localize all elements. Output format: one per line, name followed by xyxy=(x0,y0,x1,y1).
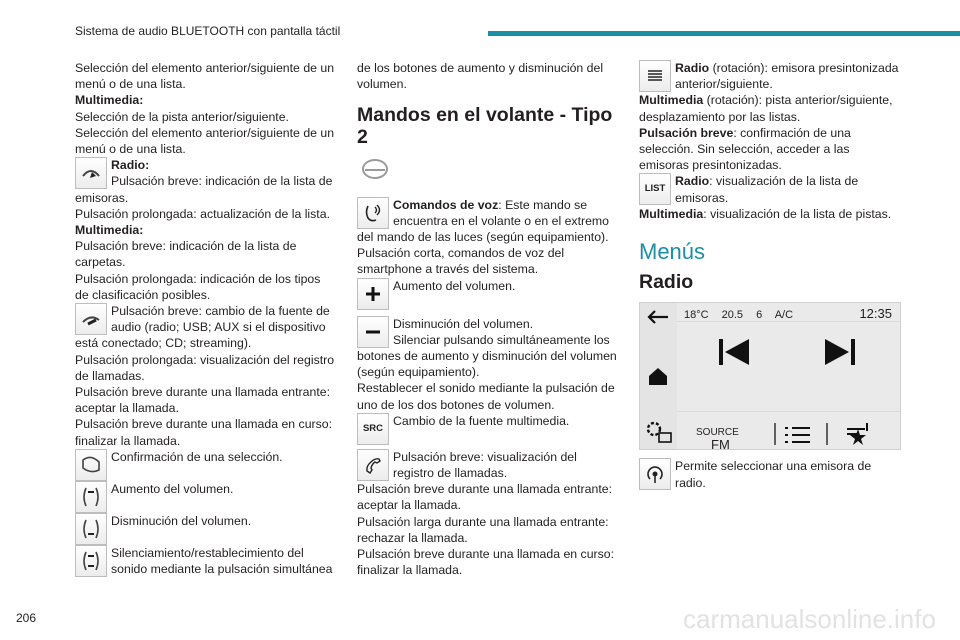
text: de los botones de aumento y disminución del volumen. xyxy=(357,61,604,92)
list-icon[interactable] xyxy=(783,425,813,445)
source-value[interactable]: FM xyxy=(711,437,730,453)
next-track-icon[interactable] xyxy=(823,337,857,367)
multimedia-label: Multimedia xyxy=(639,206,704,221)
radio-antenna-icon xyxy=(639,458,671,490)
text: Selección del elemento anterior/siguiente de un menú o de una lista. xyxy=(75,61,335,92)
multimedia-label: Multimedia: xyxy=(75,93,144,108)
section-heading: Mandos en el volante - Tipo 2 xyxy=(357,104,613,149)
text: : visualización de la lista de emisoras. xyxy=(675,174,859,205)
favorites-icon[interactable] xyxy=(843,421,873,447)
wheel-down-icon xyxy=(75,513,107,545)
confirm-item xyxy=(75,449,337,481)
plus-icon xyxy=(357,278,389,310)
radio-select-item xyxy=(639,458,901,490)
voice-item xyxy=(357,197,619,246)
list-item xyxy=(639,173,901,205)
ac-status: A/C xyxy=(774,309,794,322)
list-icon-label: LIST xyxy=(644,183,666,195)
screen-status-bar xyxy=(684,307,803,323)
separator xyxy=(773,421,777,447)
src-button-icon xyxy=(357,413,389,445)
text: Pulsación corta, comandos de voz del smartphone a través del sistema. xyxy=(357,246,565,277)
text: : visualización de la lista de pistas. xyxy=(703,206,892,221)
text: Pulsación breve durante una llamada en curso: finalizar la llamada. xyxy=(75,417,333,448)
text: Pulsación breve durante una llamada entrante: aceptar la llamada. xyxy=(75,385,330,416)
text: Aumento del volumen. xyxy=(393,278,516,293)
thumbwheel-icon xyxy=(639,60,671,92)
radio-item xyxy=(75,157,337,206)
watermark: carmanualsonline.info xyxy=(683,604,936,634)
src-item xyxy=(357,413,619,445)
vol-down-item xyxy=(75,513,337,545)
column-2 xyxy=(357,60,619,578)
source-label[interactable]: SOURCE xyxy=(696,427,739,439)
radio-rotation-item xyxy=(639,60,901,92)
text: Pulsación larga durante una llamada entrante: rechazar la llamada. xyxy=(357,514,609,545)
radio-heading: Radio xyxy=(639,271,694,294)
source-item xyxy=(75,303,337,352)
fan-speed: 20.5 xyxy=(721,309,744,322)
radio-label: Radio xyxy=(675,61,710,75)
press-label: Pulsación breve xyxy=(639,125,734,140)
src-icon-label: SRC xyxy=(362,422,384,434)
multimedia-label: Multimedia: xyxy=(75,223,144,238)
text: (rotación): emisora presintonizada anterior/siguiente. xyxy=(675,61,899,92)
separator xyxy=(825,421,829,447)
wheel-up-icon xyxy=(75,481,107,513)
source-button-icon xyxy=(75,303,107,335)
screen-sidebar xyxy=(640,303,677,449)
divider xyxy=(677,411,900,412)
back-arrow-icon[interactable] xyxy=(646,309,670,325)
text: : Este mando se encuentra en el volante o en el extremo del mando de las luces (según equipamiento). xyxy=(357,197,610,245)
voice-label: Comandos de voz xyxy=(393,197,499,212)
temperature: 18°C xyxy=(684,309,709,322)
wheel-both-icon xyxy=(75,545,107,577)
multimedia-label: Multimedia xyxy=(639,93,704,108)
text: Pulsación breve: indicación de la lista de carpetas. xyxy=(75,239,297,270)
text: Confirmación de una selección. xyxy=(111,449,283,464)
text: Pulsación breve: indicación de la lista de emisoras. xyxy=(75,174,333,205)
text: Disminución del volumen. xyxy=(393,316,534,331)
text: Disminución del volumen. xyxy=(111,513,252,528)
text: Pulsación prolongada: indicación de los tipos de clasificación posibles. xyxy=(75,271,321,302)
column-1 xyxy=(75,60,337,577)
phone-icon xyxy=(357,449,389,481)
radio-label: Radio xyxy=(675,174,710,189)
minus-icon xyxy=(357,316,389,348)
list-button-icon xyxy=(75,157,107,189)
steering-wheel-icon xyxy=(361,158,389,180)
vol-up-item xyxy=(357,278,619,310)
text: Cambio de la fuente multimedia. xyxy=(393,413,570,428)
fan-level: 6 xyxy=(756,309,763,322)
column-3 xyxy=(639,60,901,491)
wheel-roller-icon xyxy=(75,449,107,481)
clock: 12:35 xyxy=(859,306,892,322)
home-icon[interactable] xyxy=(647,365,669,387)
settings-icon[interactable] xyxy=(644,419,674,445)
list-button-icon xyxy=(639,173,671,205)
page-number: 206 xyxy=(16,611,37,625)
text: Pulsación prolongada: visualización del registro de llamadas. xyxy=(75,352,335,383)
text: (rotación): pista anterior/siguiente, desplazamiento por las listas. xyxy=(639,93,893,124)
menus-heading: Menús xyxy=(639,239,706,265)
text: Permite seleccionar una emisora de radio. xyxy=(675,459,872,490)
text: Silenciamiento/restablecimiento del sonido mediante la pulsación simultánea xyxy=(111,545,333,577)
text: : confirmación de una selección. Sin selección, acceder a las emisoras presintonizadas. xyxy=(639,125,851,173)
text: Pulsación prolongada: actualización de la lista. xyxy=(75,206,330,221)
radio-screen-illustration xyxy=(639,302,901,453)
text: Pulsación breve durante una llamada en curso: finalizar la llamada. xyxy=(357,547,615,578)
mute-item xyxy=(75,545,337,577)
text: Aumento del volumen. xyxy=(111,481,234,496)
vol-up-item xyxy=(75,481,337,513)
text: Pulsación breve durante una llamada entrante: aceptar la llamada. xyxy=(357,482,612,513)
text: Selección del elemento anterior/siguiente de un menú o de una lista. xyxy=(75,125,335,157)
text: Restablecer el sonido mediante la pulsación de uno de los dos botones de volumen. xyxy=(357,381,615,412)
text: Pulsación breve: cambio de la fuente de audio (radio; USB; AUX si el dispositivo está conectado; CD; streaming). xyxy=(75,304,330,351)
radio-label: Radio: xyxy=(111,158,150,173)
previous-track-icon[interactable] xyxy=(717,337,751,367)
page-header-title: Sistema de audio BLUETOOTH con pantalla táctil xyxy=(75,24,341,38)
text: Pulsación breve: visualización del registro de llamadas. xyxy=(393,449,577,481)
text: Silenciar pulsando simultáneamente los botones de aumento y disminución del volumen (según equipamiento). xyxy=(357,332,617,380)
voice-command-icon xyxy=(357,197,389,229)
phone-item xyxy=(357,449,619,481)
header-accent-bar xyxy=(488,31,960,36)
text: Selección de la pista anterior/siguiente. xyxy=(75,109,289,124)
vol-down-item xyxy=(357,316,619,381)
